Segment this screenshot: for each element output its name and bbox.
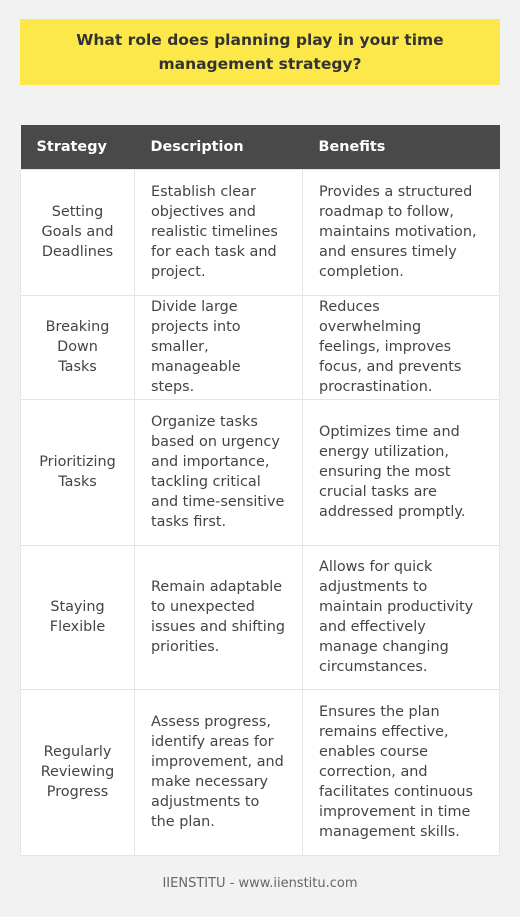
benefits-cell: Provides a structured roadmap to follow, maintains motivation, and ensures timely completion. [303, 169, 500, 295]
table-row [21, 545, 500, 689]
page-title: What role does planning play in your time management strategy? [20, 19, 500, 85]
strategy-cell: Breaking Down Tasks [21, 295, 135, 399]
table-row [21, 399, 500, 545]
benefits-cell: Reduces overwhelming feelings, improves focus, and prevents procrastination. [303, 295, 500, 399]
benefits-cell: Ensures the plan remains effective, enables course correction, and facilitates continuous improvement in time management skills. [303, 689, 500, 855]
description-cell: Assess progress, identify areas for improvement, and make necessary adjustments to the plan. [135, 689, 303, 855]
table-header-row [21, 125, 500, 169]
benefits-cell: Optimizes time and energy utilization, ensuring the most crucial tasks are addressed promptly. [303, 399, 500, 545]
strategy-table [20, 125, 500, 856]
strategy-cell: Prioritizing Tasks [21, 399, 135, 545]
header-description: Description [135, 125, 303, 169]
header-strategy: Strategy [21, 125, 135, 169]
header-benefits: Benefits [303, 125, 500, 169]
footer-credit: IIENSTITU - www.iienstitu.com [162, 876, 358, 891]
description-cell: Organize tasks based on urgency and importance, tackling critical and time-sensitive tasks first. [135, 399, 303, 545]
benefits-cell: Allows for quick adjustments to maintain productivity and effectively manage changing circumstances. [303, 545, 500, 689]
strategy-cell: Regularly Reviewing Progress [21, 689, 135, 855]
strategy-cell: Staying Flexible [21, 545, 135, 689]
table-row [21, 689, 500, 855]
description-cell: Divide large projects into smaller, manageable steps. [135, 295, 303, 399]
table-row [21, 169, 500, 295]
table-row [21, 295, 500, 399]
strategy-cell: Setting Goals and Deadlines [21, 169, 135, 295]
description-cell: Establish clear objectives and realistic timelines for each task and project. [135, 169, 303, 295]
description-cell: Remain adaptable to unexpected issues and shifting priorities. [135, 545, 303, 689]
